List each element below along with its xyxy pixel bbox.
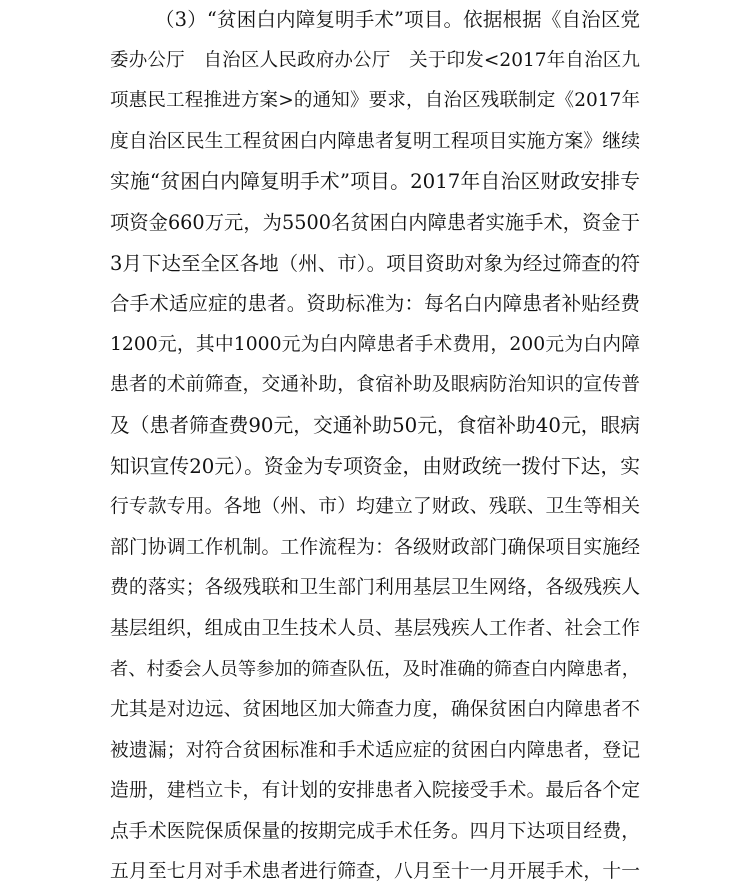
- text-line: 造册，建档立卡，有计划的安排患者入院接受手术。最后各个定: [110, 780, 640, 802]
- text-line: 及（患者筛查费90元，交通补助50元，食宿补助40元，眼病: [110, 413, 640, 437]
- text-line: 项惠民工程推进方案>的通知》要求，自治区残联制定《2017年: [110, 90, 640, 112]
- text-line: 行专款专用。各地（州、市）均建立了财政、残联、卫生等相关: [110, 496, 640, 518]
- text-line: 度自治区民生工程贫困白内障患者复明工程项目实施方案》继续: [110, 130, 640, 152]
- text-line: 1200元，其中1000元为白内障患者手术费用，200元为白内障: [110, 333, 640, 355]
- text-line: 项资金660万元，为5500名贫困白内障患者实施手术，资金于: [110, 210, 640, 234]
- text-line: 被遗漏；对符合贫困标准和手术适应症的贫困白内障患者，登记: [110, 739, 640, 761]
- text-line: （3）“贫困白内障复明手术”项目。依据根据《自治区党: [155, 8, 640, 31]
- body-paragraph: [110, 0, 640, 893]
- text-line: 委办公厅 自治区人民政府办公厅 关于印发<2017年自治区九: [110, 49, 640, 71]
- text-line: 合手术适应症的患者。资助标准为：每名白内障患者补贴经费: [110, 292, 640, 316]
- text-line: 3月下达至全区各地（州、市）。项目资助对象为经过筛查的符: [110, 251, 640, 275]
- text-line: 者、村委会人员等参加的筛查队伍，及时准确的筛查白内障患者，: [110, 658, 640, 680]
- text-line: 费的落实；各级残联和卫生部门利用基层卫生网络，各级残疾人: [110, 577, 640, 599]
- text-line: 部门协调工作机制。工作流程为：各级财政部门确保项目实施经: [110, 536, 640, 558]
- text-line: 五月至七月对手术患者进行筛查，八月至十一月开展手术，十一: [110, 861, 640, 883]
- text-line: 患者的术前筛查，交通补助，食宿补助及眼病防治知识的宣传普: [110, 374, 640, 396]
- text-line: 基层组织，组成由卫生技术人员、基层残疾人工作者、社会工作: [110, 617, 640, 639]
- text-line: 知识宣传20元）。资金为专项资金，由财政统一拨付下达，实: [110, 454, 640, 478]
- text-line: 实施“贫困白内障复明手术”项目。2017年自治区财政安排专: [110, 170, 640, 194]
- text-line: 尤其是对边远、贫困地区加大筛查力度，确保贫困白内障患者不: [110, 699, 640, 721]
- text-line: 点手术医院保质保量的按期完成手术任务。四月下达项目经费，: [110, 820, 640, 842]
